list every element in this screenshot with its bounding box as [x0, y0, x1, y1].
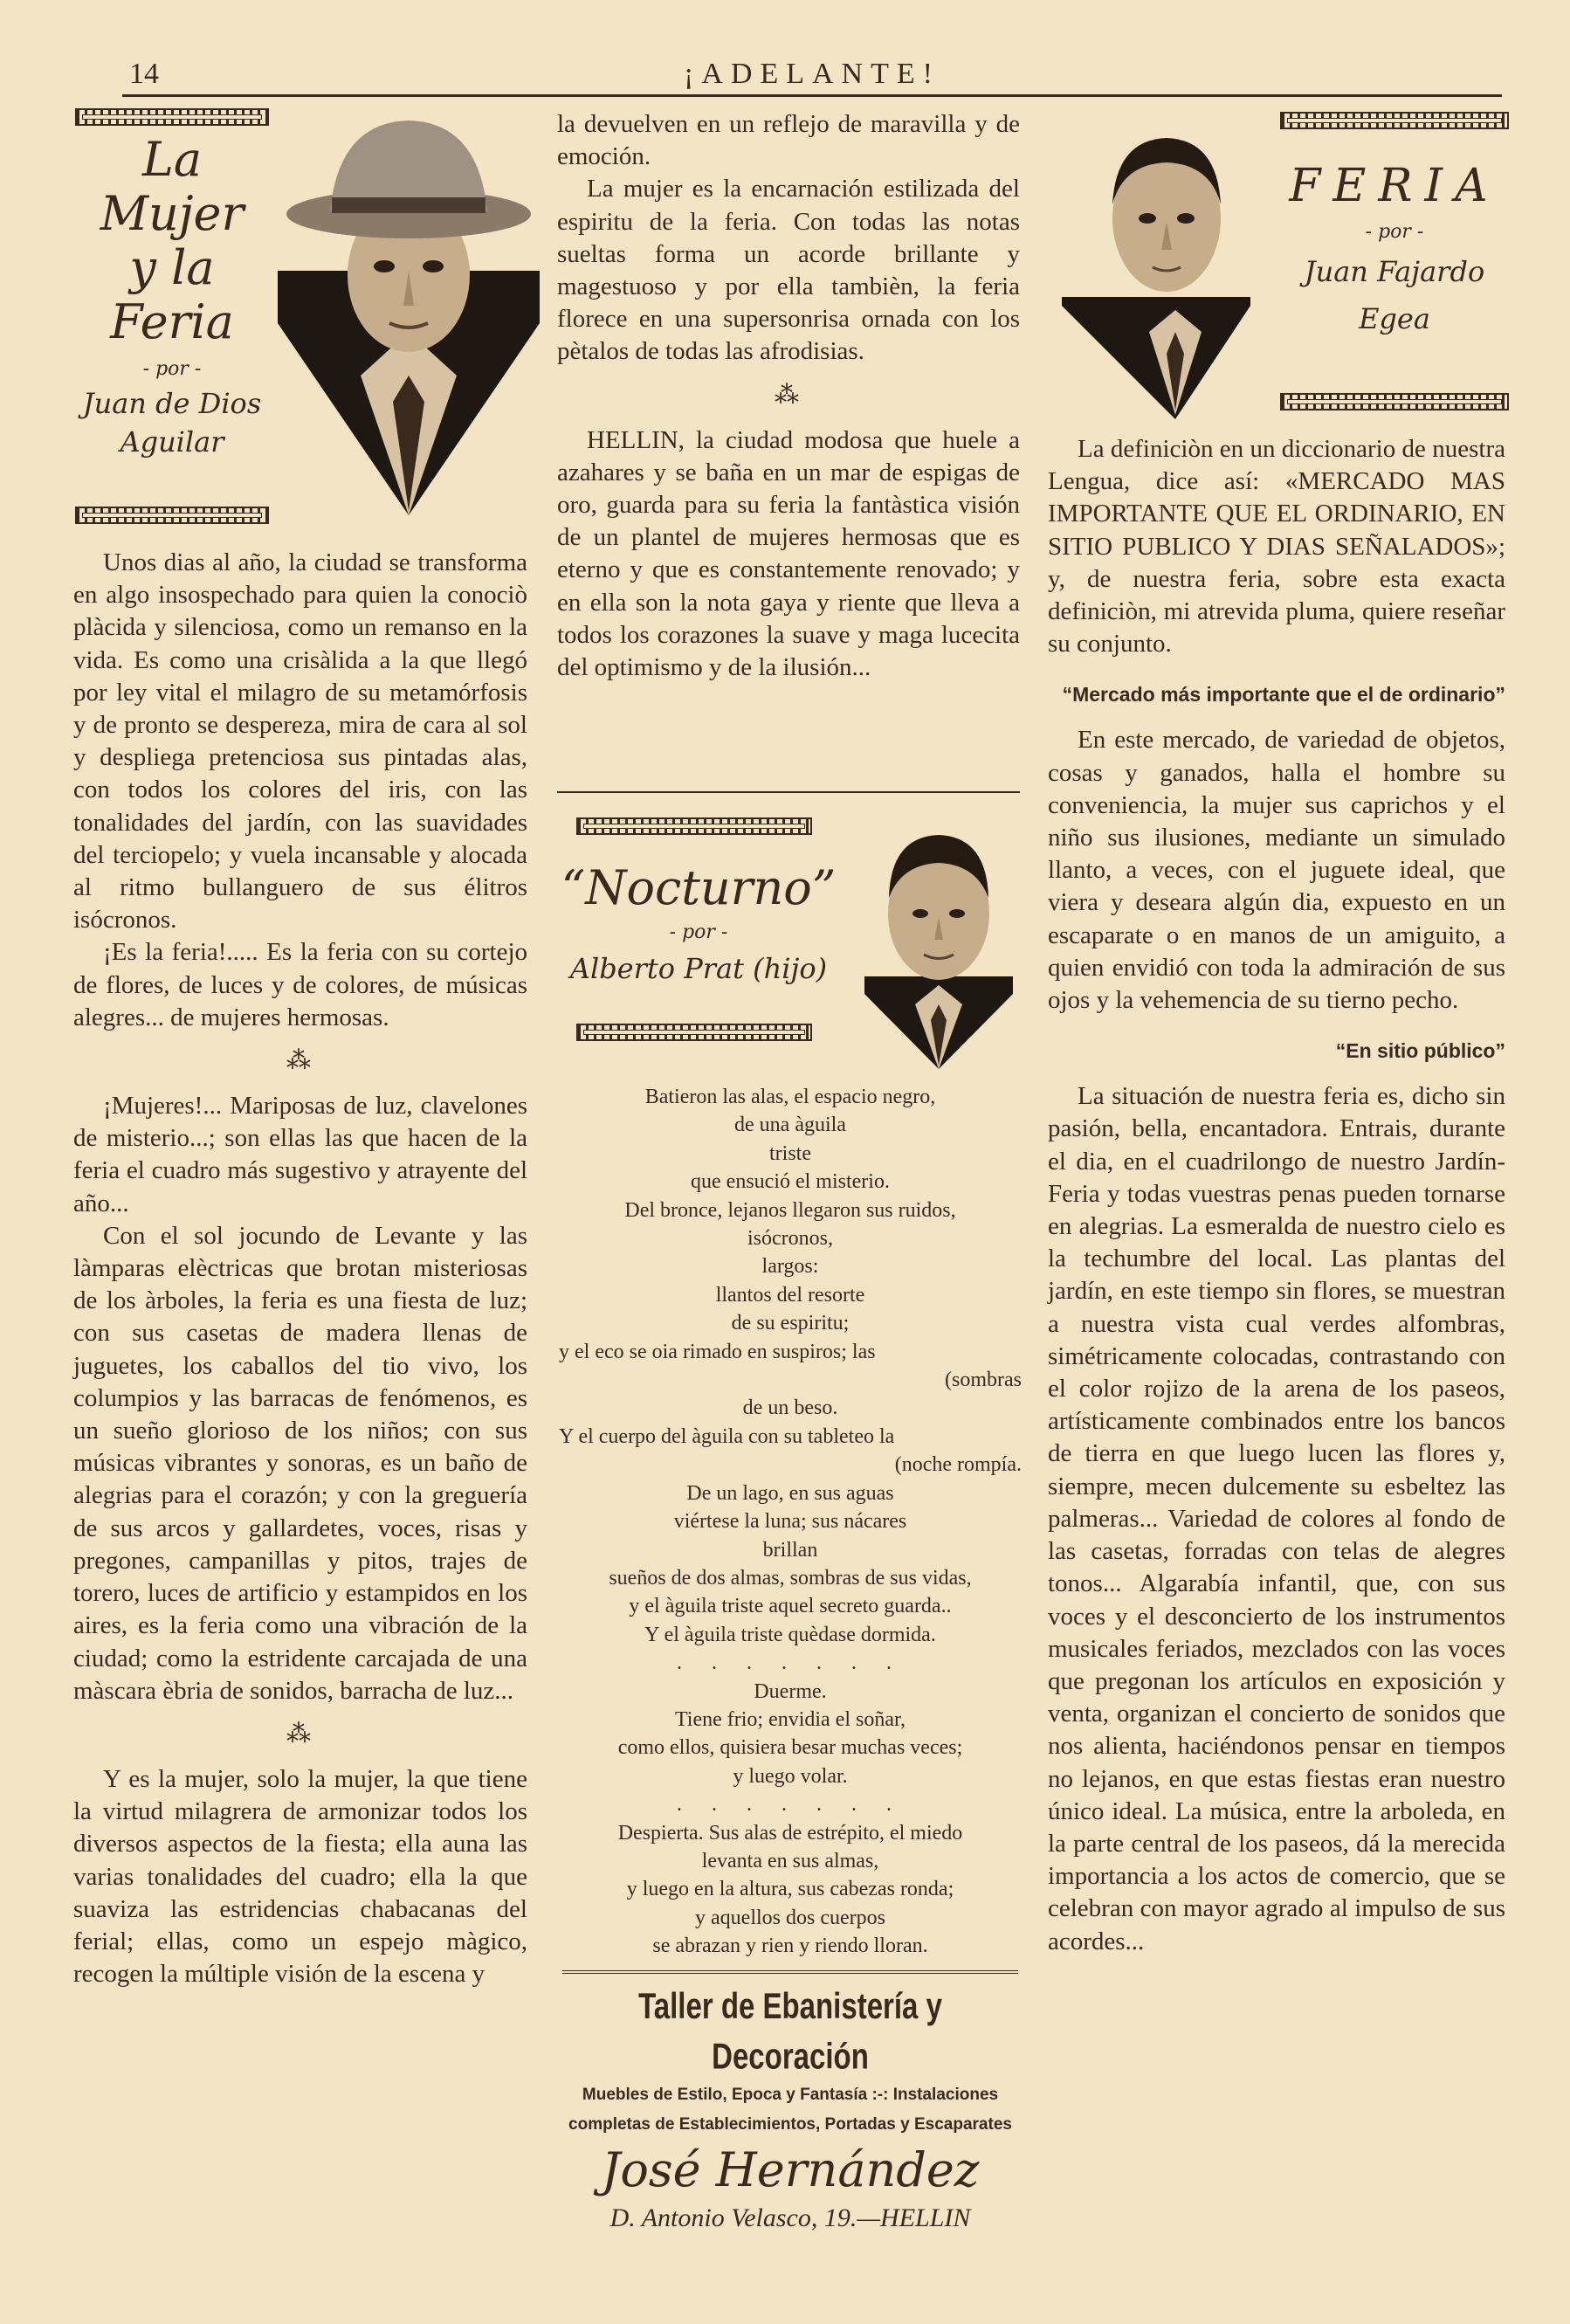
poem-line: se abrazan y rien y riendo lloran. [652, 1934, 928, 1958]
ornament-nocturno-bottom [576, 1024, 812, 1041]
ornament-feria-top [1280, 112, 1509, 129]
poem-line: De un lago, en sus aguas [686, 1481, 894, 1505]
poem-line: como ellos, quisiera besar muchas veces; [617, 1736, 963, 1760]
poem-line: llantos del resorte [715, 1283, 865, 1307]
advert-name: José Hernández [601, 2142, 980, 2197]
article2-title: “Nocturno” [561, 860, 837, 915]
poem-line: y el eco se oia rimado en suspiros; las [559, 1340, 876, 1363]
article2-by: - por - [669, 921, 728, 943]
portrait-alberto-prat [864, 810, 1013, 1069]
poem-line: isócronos, [747, 1227, 833, 1251]
poem-line: . . . . . . . [677, 1793, 904, 1817]
poem-line: Y el cuerpo del àguila con su tableteo la [559, 1424, 895, 1448]
ornament-nocturno-top [576, 817, 812, 835]
poem-line: (sombras [945, 1369, 1022, 1392]
ornament-feria-bottom [1280, 393, 1509, 410]
article1-title-line3: y la [129, 240, 215, 295]
poem-line: y luego en la altura, sus cabezas ronda; [626, 1878, 954, 1901]
article1-paragraph: HELLIN, la ciudad modosa que huele a azahares y se baña en un mar de espigas de oro, guarda para su feria la fantàstica visión de un plantel de mujeres hermosas que es eterno y que es constantemente renovado; y en ella son la nota gaya y riente que lleva a todos los corazones la suave y maga lucecita del optimismo y de la ilusión... [557, 425, 1020, 682]
article3-by: - por - [1365, 221, 1424, 243]
poem-line: brillan [762, 1538, 818, 1562]
poem-line: de un beso. [742, 1396, 838, 1420]
article1-paragraph: Y es la mujer, solo la mujer, la que tiene la virtud milagrera de armonizar todos los diversos aspectos de la fiesta; ella auna las varias tonalidades del cuadro; ella la que suaviza las estridencias chabacanas del ferial; ellas, como un espejo màgico, recogen la múltiple visión de la escena y [73, 1764, 527, 1989]
portrait-juan-de-dios-aguilar [278, 114, 540, 515]
poem-line: y aquellos dos cuerpos [695, 1906, 885, 1929]
header-rule [122, 94, 1502, 97]
article2-poem [559, 1083, 1022, 1961]
article1-paragraph: Con el sol jocundo de Levante y las làmparas elèctricas que brotan misteriosas de los àrboles, la feria es una fiesta de luz; con sus casetas de madera llenas de juguetes, los caballos del tio vivo, los columpios y las barracas de fenómenos, es un sueño glorioso de los niños; con sus músicas vibrantes y sonoras, es un baño de alegrias para el corazón; y con la greguería de sus arcos y gallardetes, voces, risas y pregones, campanillas y pitos, trajes de torero, luces de artificio y estampidos en los aires, es la feria como una vibración de la ciudad; como la estridente carcajada de una màscara èbria de sonidos, barracha de luz... [73, 1221, 527, 1705]
poem-line: Tiene frio; envidia el soñar, [674, 1707, 906, 1731]
article3-subhead1: “Mercado más importante que el de ordinario” [1062, 683, 1505, 707]
poem-line: Despierta. Sus alas de estrépito, el miedo [617, 1821, 963, 1845]
asterism: ⁂ [286, 1720, 314, 1748]
article3-title: FERIA [1289, 160, 1500, 212]
poem-line: largos: [761, 1255, 819, 1279]
advert-line1: Muebles de Estilo, Epoca y Fantasía :-: Instalaciones [582, 2086, 999, 2104]
article1-column1 [73, 547, 527, 1990]
advert-top-rule [562, 1970, 1018, 1974]
article1-paragraph: la devuelven en un reflejo de maravilla y de emoción. [557, 110, 1020, 171]
article3-column [1048, 433, 1505, 1958]
poem-line: Y el àguila triste quèdase dormida. [644, 1623, 936, 1646]
article1-author-line2: Aguilar [120, 425, 224, 459]
article1-title-line4: Feria [110, 294, 234, 349]
article1-title-line2: Mujer [100, 186, 244, 241]
asterism: ⁂ [286, 1047, 314, 1075]
ornament-top-left [75, 108, 269, 126]
article1-paragraph: ¡Mujeres!... Mariposas de luz, clavelones de misterio...; son ellas las que hacen de la feria el cuadro más sugestivo y atrayente del año... [73, 1092, 527, 1217]
poem-line: viértese la luna; sus nácares [673, 1510, 907, 1534]
article3-author-line2: Egea [1359, 302, 1430, 335]
article2-author: Alberto Prat (hijo) [569, 952, 828, 985]
poem-line: de su espiritu; [731, 1312, 850, 1335]
column2-divider [557, 791, 1020, 793]
article1-author-line1: Juan de Dios [82, 387, 262, 420]
article3-title-block [1261, 155, 1528, 342]
asterism: ⁂ [775, 381, 802, 409]
advert-line2: completas de Establecimientos, Portadas y Escaparates [568, 2115, 1012, 2134]
poem-line: y luego volar. [733, 1764, 848, 1788]
page-header [122, 54, 1502, 93]
ornament-bottom-left [75, 507, 269, 524]
poem-line: Batieron las alas, el espacio negro, [644, 1086, 936, 1108]
poem-line: Duerme. [754, 1679, 827, 1703]
article2-title-block [559, 859, 838, 989]
masthead: ¡ADELANTE! [684, 58, 940, 90]
poem-line: (noche rompía. [894, 1453, 1022, 1477]
article1-column2 [557, 108, 1020, 684]
poem-line: triste [769, 1141, 811, 1165]
article3-paragraph2: La situación de nuestra feria es, dicho sin pasión, bella, encantadora. Entrais, durante el dia, en el cuadrilongo de nuestro Jardín-Feria y todas vuestras penas pueden tornarse en alegrias. La esmeralda de nuestro cielo es la techumbre del local. Las plantas del jardín, en este tiempo sin flores, se muestran a nuestra vista cual verdes alfombras, simétricamente colocadas, contrastando con el color rojizo de la arena de los paseos, artísticamente combinados entre los bancos de tierra en que luego lucen las flores y, siempre, mecen dulcemente su esbeltez las palmeras... Variedad de colores al fondo de las casetas, forradas con telas de alegres tonos... Algarabía infantil, que, con sus voces y el desconcierto de los instrumentos musicales feriados, mezclados con las voces que pregonan los artículos en exposición y venta, organizan el concierto de sonidos que nos alienta, haciéndonos pensar en tiempos no lejanos, en que estas fiestas eran nuestro único ideal. La música, entre la arboleda, en la parte central de los paseos, dá la merecida importancia a los actos de comercio, que se celebran con mayor agrado al impulso de sus acordes... [1048, 1082, 1505, 1955]
article3-subhead2: “En sitio público” [1335, 1039, 1505, 1063]
poem-line: y el àguila triste aquel secreto guarda.. [629, 1595, 952, 1618]
article1-paragraph: La mujer es la encarnación estilizada del espiritu de la feria. Con todas las notas sueltas forma un acorde brillante y magestuoso y por ella tambièn, la feria florece en una supersonrisa ornada con los pètalos de todas las afrodisias. [557, 175, 1020, 366]
article3-intro: La definiciòn en un diccionario de nuestra Lengua, dice así: «MERCADO MAS IMPORTANTE QUE EL ORDINARIO, EN SITIO PUBLICO Y DIAS SEÑALADOS»; y, de nuestra feria, sobre esta exacta definiciòn, mi atrevida pluma, quiere reseñar su conjunto. [1048, 435, 1505, 659]
article3-author-line1: Juan Fajardo [1304, 255, 1485, 288]
article3-paragraph1: En este mercado, de variedad de objetos, cosas y ganados, halla el hombre su conveniencia, la mujer sus caprichos y el niño sus ilusiones, mediante un simulado llanto, a veces, con el juguete ideal, que viera y deseara algún dia, expuesto en un escaparate o en manos de un amiguito, a quien envidió con toda la admiración de sus ojos y la vehemencia de su tierno pecho. [1048, 726, 1505, 1015]
poem-line: . . . . . . . [677, 1652, 904, 1675]
poem-line: sueños de dos almas, sombras de sus vidas, [609, 1566, 972, 1590]
advert-address: D. Antonio Velasco, 19.—HELLIN [609, 2203, 971, 2232]
article1-title-line1: La [141, 132, 203, 187]
poem-line: Del bronce, lejanos llegaron sus ruidos, [624, 1198, 956, 1222]
poem-line: levanta en sus almas, [701, 1849, 879, 1872]
portrait-juan-fajardo-egea [1062, 114, 1250, 419]
article1-title-block [75, 133, 269, 461]
advert-heading: Taller de Ebanistería y Decoración [638, 1985, 942, 2077]
poem-line: de una àguila [734, 1114, 846, 1137]
advert-block [559, 1985, 1022, 2236]
article1-paragraph: ¡Es la feria!..... Es la feria con su cortejo de flores, de luces y de colores, de músicas alegres... de mujeres hermosas. [73, 938, 527, 1031]
page-number: 14 [129, 58, 159, 90]
poem-line: que ensució el misterio. [691, 1170, 890, 1194]
article1-paragraph: Unos dias al año, la ciudad se transforma en algo insospechado para quien la conociò plàcida y silenciosa, como un remanso en la vida. Es como una crisàlida a la que llegó por ley vital el milagro de su metamórfosis y de pronto se despereza, mira de cara al sol y despliega pretenciosa sus pintadas alas, con todos los colores del iris, con las tonalidades del jardín, con las suavidades del terciopelo; y vuela incansable y alocada al ritmo bullanguero de sus élitros isócronos. [73, 548, 527, 934]
article1-by: - por - [142, 358, 202, 380]
